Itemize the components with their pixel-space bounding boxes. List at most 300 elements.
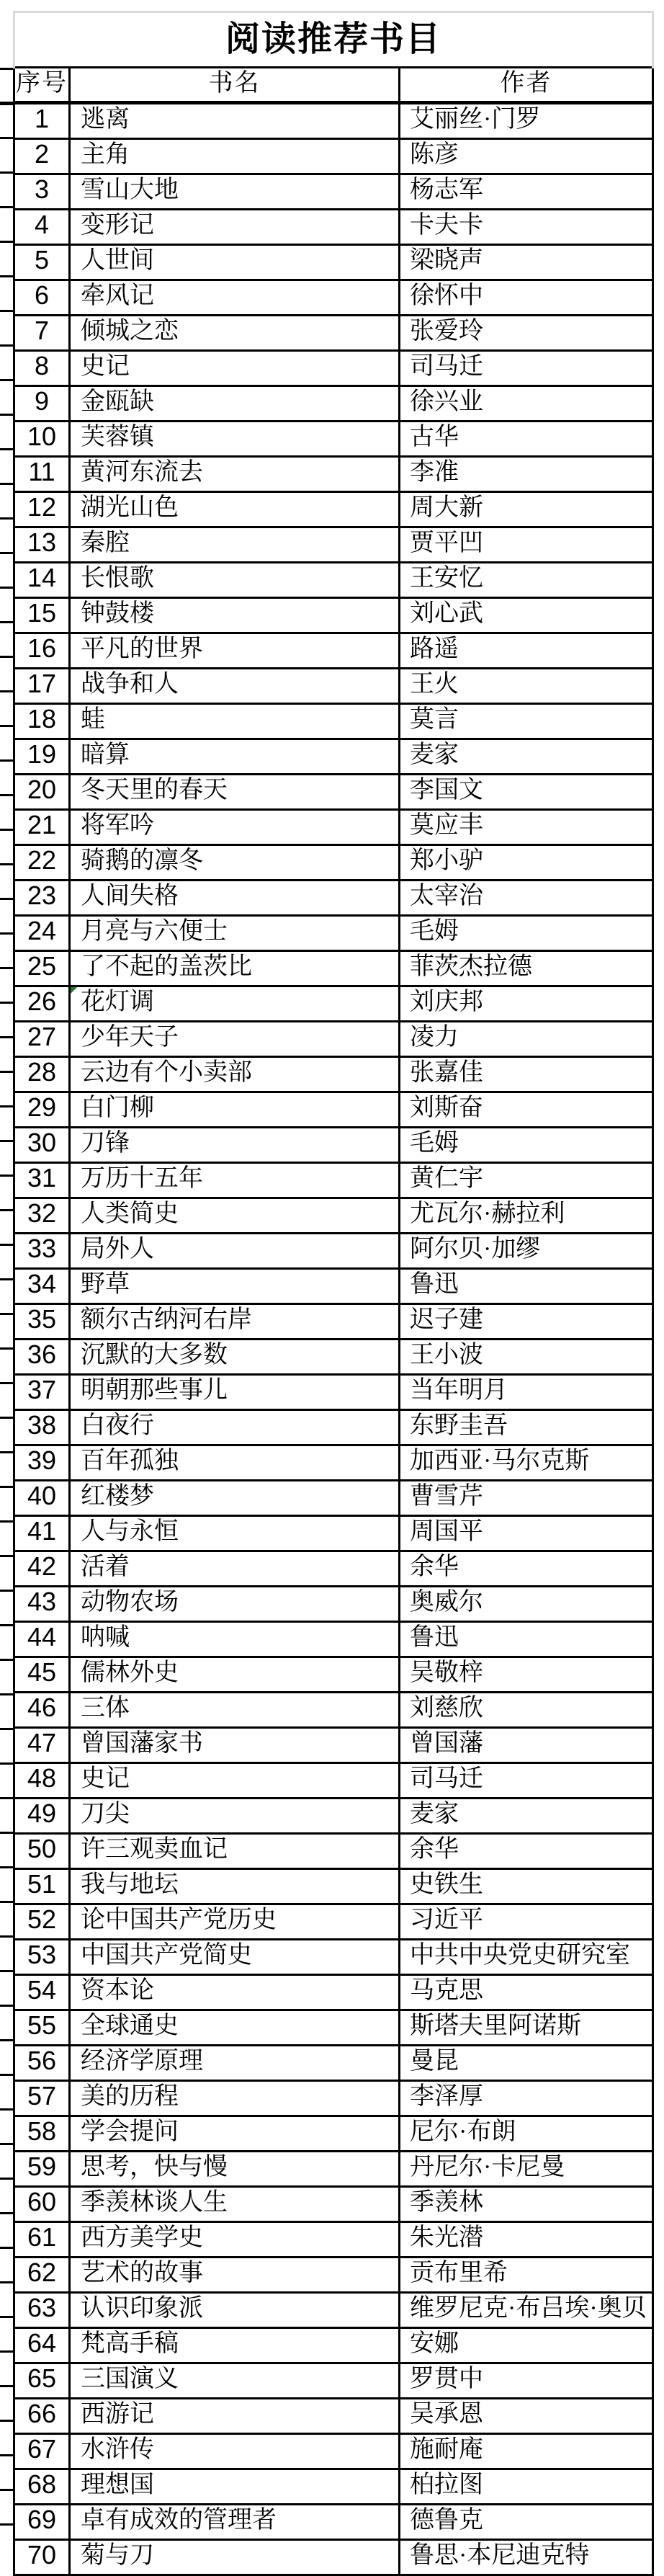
table-row [14,1304,653,1340]
table-row [14,1198,653,1234]
cell-author[interactable]: 鲁迅 [400,1622,653,1657]
grid-line-tick [0,1832,14,1834]
cell-index[interactable]: 51 [14,1869,70,1904]
cell-index[interactable]: 10 [14,422,70,457]
grid-line-tick [0,794,14,796]
cell-book-title[interactable]: 认识印象派 [70,2293,400,2328]
cell-author[interactable]: 加西亚·马尔克斯 [400,1445,653,1481]
cell-book-title[interactable]: 梵高手稿 [70,2328,400,2363]
grid-line-tick [0,2523,14,2526]
grid-line-tick [0,1624,14,1626]
grid-line-tick [0,725,14,727]
cell-index[interactable]: 31 [14,1163,70,1198]
cell-book-title[interactable]: 百年孤独 [70,1445,400,1481]
col-header-author[interactable]: 作者 [400,68,653,103]
cell-book-title[interactable]: 活着 [70,1551,400,1587]
cell-book-title[interactable]: 钟鼓楼 [70,598,400,633]
cell-book-title[interactable]: 战争和人 [70,669,400,704]
table-row [14,1869,653,1904]
cell-author[interactable]: 尤瓦尔·赫拉利 [400,1198,653,1234]
cell-index[interactable]: 16 [14,633,70,669]
cell-book-title[interactable]: 野草 [70,1269,400,1304]
cell-author[interactable]: 马克思 [400,1975,653,2010]
cell-index[interactable]: 2 [14,139,70,174]
cell-book-title[interactable]: 芙蓉镇 [70,422,400,457]
table-row [14,881,653,916]
table-row [14,1481,653,1516]
cell-index[interactable]: 58 [14,2116,70,2152]
grid-line-tick [0,2247,14,2249]
grid-line-tick [0,275,14,277]
cell-author[interactable]: 刘庆邦 [400,986,653,1022]
grid-line-tick [0,621,14,623]
cell-author[interactable]: 王火 [400,669,653,704]
cell-index[interactable]: 63 [14,2293,70,2328]
cell-author[interactable]: 张爱玲 [400,316,653,351]
table-row [14,598,653,633]
cell-author[interactable]: 刘心武 [400,598,653,633]
table-row [14,2363,653,2399]
cell-index[interactable]: 42 [14,1551,70,1587]
table-row [14,492,653,527]
cell-book-title[interactable]: 月亮与六便士 [70,916,400,951]
cell-book-title[interactable]: 三国演义 [70,2363,400,2399]
cell-index[interactable]: 44 [14,1622,70,1657]
cell-author[interactable]: 朱光潜 [400,2222,653,2258]
grid-line-tick [0,1209,14,1211]
cell-author[interactable]: 尼尔·布朗 [400,2116,653,2152]
cell-author[interactable]: 贾平凹 [400,527,653,563]
cell-author[interactable]: 郑小驴 [400,845,653,881]
cell-book-title[interactable]: 明朝那些事儿 [70,1375,400,1410]
table-row [14,669,653,704]
cell-book-title[interactable]: 人类简史 [70,1198,400,1234]
cell-index[interactable]: 24 [14,916,70,951]
cell-author[interactable]: 路遥 [400,633,653,669]
cell-author[interactable]: 习近平 [400,1904,653,1940]
grid-line-tick [0,1347,14,1350]
cell-index[interactable]: 64 [14,2328,70,2363]
cell-author[interactable]: 黄仁宇 [400,1163,653,1198]
cell-author[interactable]: 李国文 [400,775,653,810]
cell-author[interactable]: 刘慈欣 [400,1693,653,1728]
cell-index[interactable]: 32 [14,1198,70,1234]
cell-book-title[interactable]: 额尔古纳河右岸 [70,1304,400,1340]
col-header-index[interactable]: 序号 [14,68,70,103]
cell-index[interactable]: 62 [14,2258,70,2293]
cell-index[interactable]: 43 [14,1587,70,1622]
cell-author[interactable]: 王小波 [400,1340,653,1375]
cell-book-title[interactable]: 呐喊 [70,1622,400,1657]
cell-author[interactable]: 阿尔贝·加缪 [400,1234,653,1269]
cell-index[interactable]: 50 [14,1834,70,1869]
cell-book-title[interactable]: 曾国藩家书 [70,1728,400,1763]
cell-author[interactable]: 凌力 [400,1022,653,1057]
cell-index[interactable]: 3 [14,174,70,210]
grid-line-tick [0,2454,14,2456]
cell-book-title[interactable]: 人间失格 [70,881,400,916]
cell-index[interactable]: 25 [14,951,70,986]
grid-line-tick [0,241,14,243]
cell-index[interactable]: 66 [14,2399,70,2434]
cell-book-title[interactable]: 中国共产党简史 [70,1940,400,1975]
cell-author[interactable]: 维罗尼克·布吕埃·奥贝 [400,2293,653,2328]
cell-book-title[interactable]: 人世间 [70,245,400,280]
cell-author[interactable]: 杨志军 [400,174,653,210]
cell-index[interactable]: 36 [14,1340,70,1375]
cell-author[interactable]: 季羡林 [400,2187,653,2222]
cell-index[interactable]: 54 [14,1975,70,2010]
table-row [14,1975,653,2010]
table-row [14,1516,653,1551]
cell-index[interactable]: 59 [14,2152,70,2187]
cell-book-title[interactable]: 万历十五年 [70,1163,400,1198]
cell-author[interactable]: 安娜 [400,2328,653,2363]
table-row [14,1092,653,1128]
grid-line-tick [0,2281,14,2283]
cell-author[interactable]: 毛姆 [400,1128,653,1163]
cell-book-title[interactable]: 白夜行 [70,1410,400,1445]
cell-author[interactable]: 梁晓声 [400,245,653,280]
table-row [14,2505,653,2540]
table-row [14,2222,653,2258]
cell-author[interactable]: 吴承恩 [400,2399,653,2434]
cell-author[interactable]: 李准 [400,457,653,492]
table-row [14,1693,653,1728]
cell-author[interactable]: 徐兴业 [400,386,653,422]
title-row [14,12,653,68]
cell-book-title[interactable]: 沉默的大多数 [70,1340,400,1375]
cell-author[interactable]: 莫言 [400,704,653,739]
grid-line-tick [0,2316,14,2318]
cell-index[interactable]: 9 [14,386,70,422]
cell-book-title[interactable]: 花灯调 [70,986,400,1022]
cell-author[interactable]: 莫应丰 [400,810,653,845]
cell-index[interactable]: 33 [14,1234,70,1269]
cell-index[interactable]: 65 [14,2363,70,2399]
cell-author[interactable]: 麦家 [400,1799,653,1834]
cell-book-title[interactable]: 刀锋 [70,1128,400,1163]
cell-book-title[interactable]: 长恨歌 [70,563,400,598]
cell-book-title[interactable]: 儒林外史 [70,1657,400,1693]
cell-book-title[interactable]: 白门柳 [70,1092,400,1128]
grid-line-tick [0,1659,14,1661]
cell-author[interactable]: 鲁思·本尼迪克特 [400,2540,653,2575]
cell-index[interactable]: 38 [14,1410,70,1445]
cell-author[interactable]: 张嘉佳 [400,1057,653,1092]
grid-line-tick [0,1555,14,1557]
cell-author[interactable]: 罗贯中 [400,2363,653,2399]
cell-author[interactable]: 曼昆 [400,2046,653,2081]
cell-book-title[interactable]: 蛙 [70,704,400,739]
cell-index[interactable]: 37 [14,1375,70,1410]
cell-author[interactable]: 太宰治 [400,881,653,916]
cell-book-title[interactable]: 冬天里的春天 [70,775,400,810]
cell-index[interactable]: 19 [14,739,70,775]
cell-index[interactable]: 7 [14,316,70,351]
cell-index[interactable]: 6 [14,280,70,316]
cell-book-title[interactable]: 逃离 [70,103,400,139]
cell-author[interactable]: 曾国藩 [400,1728,653,1763]
cell-index[interactable]: 5 [14,245,70,280]
cell-book-title[interactable]: 云边有个小卖部 [70,1057,400,1092]
cell-author[interactable]: 陈彦 [400,139,653,174]
cell-index[interactable]: 56 [14,2046,70,2081]
cell-author[interactable]: 柏拉图 [400,2469,653,2505]
table-row [14,2010,653,2046]
grid-line-tick [0,102,14,105]
grid-line-tick [0,1520,14,1523]
table-row [14,1834,653,1869]
table-row [14,916,653,951]
cell-book-title[interactable]: 骑鹅的凛冬 [70,845,400,881]
cell-index[interactable]: 23 [14,881,70,916]
table-row [14,1410,653,1445]
cell-index[interactable]: 11 [14,457,70,492]
cell-author[interactable]: 东野圭吾 [400,1410,653,1445]
cell-book-title[interactable]: 刀尖 [70,1799,400,1834]
cell-author[interactable]: 周国平 [400,1516,653,1551]
cell-book-title[interactable]: 艺术的故事 [70,2258,400,2293]
cell-author[interactable]: 中共中央党史研究室 [400,1940,653,1975]
cell-index[interactable]: 35 [14,1304,70,1340]
cell-author[interactable]: 周大新 [400,492,653,527]
cell-author[interactable]: 菲茨杰拉德 [400,951,653,986]
grid-line-tick [0,310,14,312]
cell-author[interactable]: 麦家 [400,739,653,775]
table-row [14,527,653,563]
cell-book-title[interactable]: 红楼梦 [70,1481,400,1516]
cell-book-title[interactable]: 少年天子 [70,1022,400,1057]
cell-book-title[interactable]: 西游记 [70,2399,400,2434]
cell-index[interactable]: 49 [14,1799,70,1834]
cell-index[interactable]: 1 [14,103,70,139]
table-row [14,1022,653,1057]
table-row [14,2328,653,2363]
cell-book-title[interactable]: 许三观卖血记 [70,1834,400,1869]
grid-line-tick [0,1486,14,1488]
cell-index[interactable]: 57 [14,2081,70,2116]
cell-index[interactable]: 34 [14,1269,70,1304]
cell-book-title[interactable]: 暗算 [70,739,400,775]
cell-author[interactable]: 余华 [400,1551,653,1587]
cell-index[interactable]: 21 [14,810,70,845]
cell-author[interactable]: 丹尼尔·卡尼曼 [400,2152,653,2187]
cell-author[interactable]: 李泽厚 [400,2081,653,2116]
grid-line-tick [0,2108,14,2111]
table-row [14,2469,653,2505]
cell-index[interactable]: 20 [14,775,70,810]
cell-index[interactable]: 13 [14,527,70,563]
cell-index[interactable]: 40 [14,1481,70,1516]
cell-index[interactable]: 30 [14,1128,70,1163]
grid-line-tick [0,2489,14,2491]
cell-author[interactable]: 卡夫卡 [400,210,653,245]
cell-author[interactable]: 鲁迅 [400,1269,653,1304]
cell-index[interactable]: 60 [14,2187,70,2222]
cell-author[interactable]: 徐怀中 [400,280,653,316]
cell-author[interactable]: 曹雪芹 [400,1481,653,1516]
cell-author[interactable]: 余华 [400,1834,653,1869]
cell-author[interactable]: 司马迁 [400,351,653,386]
grid-line-tick [0,552,14,554]
grid-line-tick [0,2350,14,2353]
cell-book-title[interactable]: 史记 [70,1763,400,1799]
cell-index[interactable]: 15 [14,598,70,633]
table-row [14,1269,653,1304]
grid-line-tick [0,1002,14,1004]
cell-book-title[interactable]: 理想国 [70,2469,400,2505]
cell-book-title[interactable]: 资本论 [70,1975,400,2010]
cell-index[interactable]: 39 [14,1445,70,1481]
cell-author[interactable]: 古华 [400,422,653,457]
cell-author[interactable]: 王安忆 [400,563,653,598]
cell-index[interactable]: 41 [14,1516,70,1551]
grid-line-tick [0,68,14,70]
cell-book-title[interactable]: 我与地坛 [70,1869,400,1904]
cell-index[interactable]: 12 [14,492,70,527]
cell-book-title[interactable]: 季羡林谈人生 [70,2187,400,2222]
cell-author[interactable]: 贡布里希 [400,2258,653,2293]
cell-author[interactable]: 施耐庵 [400,2434,653,2469]
cell-index[interactable]: 69 [14,2505,70,2540]
cell-book-title[interactable]: 菊与刀 [70,2540,400,2575]
grid-line-tick [0,414,14,416]
table-row [14,1128,653,1163]
cell-index[interactable]: 52 [14,1904,70,1940]
table-row [14,1587,653,1622]
cell-author[interactable]: 奥威尔 [400,1587,653,1622]
grid-line-tick [0,2074,14,2076]
cell-index[interactable]: 68 [14,2469,70,2505]
cell-author[interactable]: 艾丽丝·门罗 [400,103,653,139]
cell-book-title[interactable]: 变形记 [70,210,400,245]
cell-book-title[interactable]: 倾城之恋 [70,316,400,351]
grid-line-tick [0,2005,14,2007]
cell-book-title[interactable]: 平凡的世界 [70,633,400,669]
table-row [14,1445,653,1481]
cell-index[interactable]: 55 [14,2010,70,2046]
grid-line-tick [0,379,14,381]
table-row [14,1375,653,1410]
cell-book-title[interactable]: 黄河东流去 [70,457,400,492]
cell-book-title[interactable]: 经济学原理 [70,2046,400,2081]
grid-line-tick [0,829,14,831]
grid-line-tick [0,1935,14,1938]
cell-author[interactable]: 史铁生 [400,1869,653,1904]
cell-index[interactable]: 4 [14,210,70,245]
cell-index[interactable]: 61 [14,2222,70,2258]
cell-book-title[interactable]: 思考，快与慢 [70,2152,400,2187]
table-row [14,2046,653,2081]
cell-book-title[interactable]: 学会提问 [70,2116,400,2152]
cell-book-title[interactable]: 秦腔 [70,527,400,563]
table-row [14,457,653,492]
cell-index[interactable]: 22 [14,845,70,881]
cell-book-title[interactable]: 全球通史 [70,2010,400,2046]
grid-line-tick [0,137,14,139]
cell-book-title[interactable]: 主角 [70,139,400,174]
cell-book-title[interactable]: 将军吟 [70,810,400,845]
table-row [14,386,653,422]
cell-book-title[interactable]: 金瓯缺 [70,386,400,422]
grid-line-tick [0,2039,14,2041]
cell-index[interactable]: 29 [14,1092,70,1128]
cell-book-title[interactable]: 论中国共产党历史 [70,1904,400,1940]
grid-line-tick [0,1036,14,1038]
cell-index[interactable]: 70 [14,2540,70,2575]
grid-line-tick [0,206,14,208]
cell-author[interactable]: 刘斯奋 [400,1092,653,1128]
cell-index[interactable]: 53 [14,1940,70,1975]
cell-book-title[interactable]: 史记 [70,351,400,386]
cell-author[interactable]: 司马迁 [400,1763,653,1799]
grid-line-tick [0,2143,14,2145]
grid-line-tick [0,2385,14,2387]
cell-author[interactable]: 斯塔夫里阿诺斯 [400,2010,653,2046]
cell-author[interactable]: 德鲁克 [400,2505,653,2540]
col-header-book[interactable]: 书名 [70,68,400,103]
table-row [14,2258,653,2293]
grid-line-tick [0,1417,14,1419]
grid-line-tick [0,344,14,347]
grid-line-tick [0,1382,14,1384]
cell-index[interactable]: 8 [14,351,70,386]
cell-author[interactable]: 当年明月 [400,1375,653,1410]
cell-index[interactable]: 46 [14,1693,70,1728]
cell-book-title[interactable]: 局外人 [70,1234,400,1269]
cell-index[interactable]: 67 [14,2434,70,2469]
cell-book-title[interactable]: 牵风记 [70,280,400,316]
cell-index[interactable]: 28 [14,1057,70,1092]
table-row [14,951,653,986]
page-title[interactable]: 阅读推荐书目 [14,12,653,68]
grid-line-tick [0,1693,14,1695]
reading-list-table [13,11,654,2576]
cell-book-title[interactable]: 动物农场 [70,1587,400,1622]
table-row [14,1163,653,1198]
cell-index[interactable]: 45 [14,1657,70,1693]
cell-book-title[interactable]: 三体 [70,1693,400,1728]
cell-book-title[interactable]: 西方美学史 [70,2222,400,2258]
cell-author[interactable]: 毛姆 [400,916,653,951]
grid-line-tick [0,517,14,520]
grid-line-tick [0,448,14,450]
table-row [14,1057,653,1092]
table-row [14,1728,653,1763]
table-row [14,1763,653,1799]
cell-index[interactable]: 48 [14,1763,70,1799]
cell-book-title[interactable]: 雪山大地 [70,174,400,210]
cell-author[interactable]: 迟子建 [400,1304,653,1340]
cell-index[interactable]: 47 [14,1728,70,1763]
cell-index[interactable]: 17 [14,669,70,704]
cell-book-title[interactable]: 人与永恒 [70,1516,400,1551]
table-row [14,422,653,457]
cell-index[interactable]: 18 [14,704,70,739]
cell-index[interactable]: 27 [14,1022,70,1057]
cell-book-title[interactable]: 湖光山色 [70,492,400,527]
cell-author[interactable]: 吴敬梓 [400,1657,653,1693]
cell-index[interactable]: 26 [14,986,70,1022]
grid-line-tick [0,2420,14,2422]
cell-book-title[interactable]: 水浒传 [70,2434,400,2469]
cell-book-title[interactable]: 了不起的盖茨比 [70,951,400,986]
cell-book-title[interactable]: 卓有成效的管理者 [70,2505,400,2540]
cell-index[interactable]: 14 [14,563,70,598]
cell-book-title[interactable]: 美的历程 [70,2081,400,2116]
grid-line-tick [0,1901,14,1903]
